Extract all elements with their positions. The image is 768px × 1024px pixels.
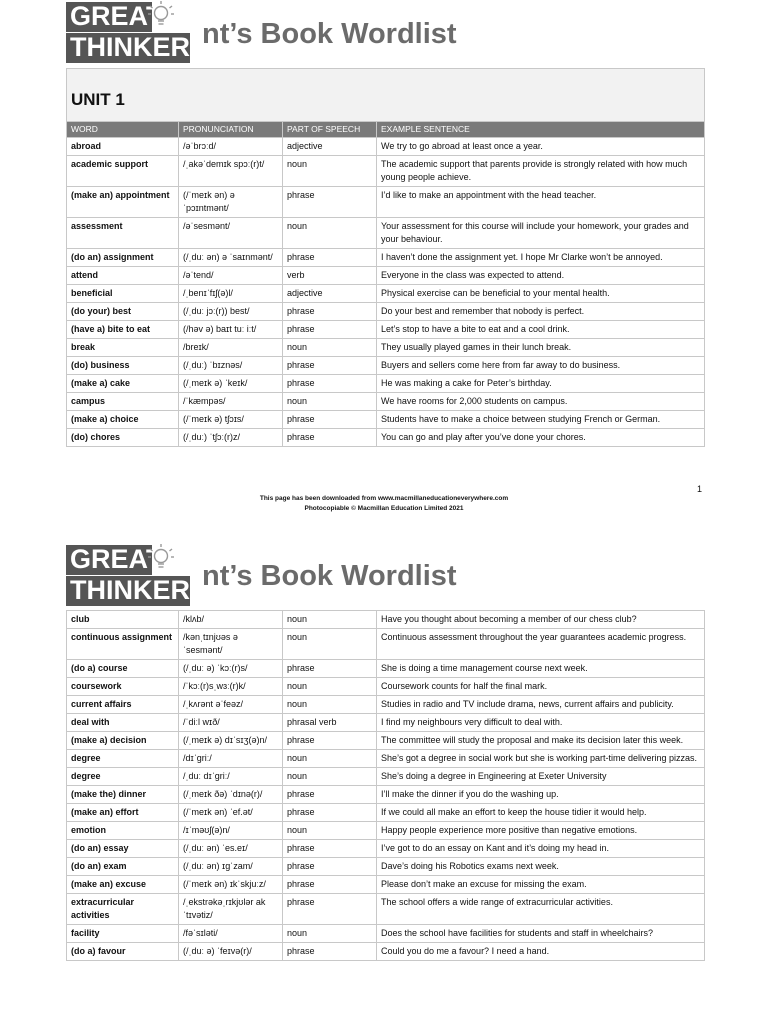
example-sentence-cell: She is doing a time management course next week. <box>377 660 705 678</box>
word-cell: (make a) choice <box>67 411 179 429</box>
example-sentence-cell: They usually played games in their lunch break. <box>377 339 705 357</box>
pronunciation-cell: /əˈtend/ <box>179 267 283 285</box>
word-cell: (make a) cake <box>67 375 179 393</box>
part-of-speech-cell: phrase <box>283 249 377 267</box>
part-of-speech-cell: phrase <box>283 840 377 858</box>
word-cell: beneficial <box>67 285 179 303</box>
pronunciation-cell: /ɪˈməʊʃ(ə)n/ <box>179 822 283 840</box>
pronunciation-cell: (/ˌduː ə) ˈkɔː(r)s/ <box>179 660 283 678</box>
example-sentence-cell: I find my neighbours very difficult to deal with. <box>377 714 705 732</box>
table-row <box>67 943 705 961</box>
logo-thinkers: THINKERS <box>66 33 190 63</box>
word-cell: academic support <box>67 156 179 187</box>
lightbulb-icon <box>146 543 176 575</box>
part-of-speech-cell: noun <box>283 750 377 768</box>
part-of-speech-cell: adjective <box>283 138 377 156</box>
example-sentence-cell: I’ve got to do an essay on Kant and it’s doing my head in. <box>377 840 705 858</box>
word-cell: continuous assignment <box>67 629 179 660</box>
pronunciation-cell: /klʌb/ <box>179 611 283 629</box>
example-sentence-cell: Let’s stop to have a bite to eat and a cool drink. <box>377 321 705 339</box>
part-of-speech-cell: phrasal verb <box>283 714 377 732</box>
part-of-speech-cell: noun <box>283 629 377 660</box>
table-row <box>67 660 705 678</box>
example-sentence-cell: Everyone in the class was expected to attend. <box>377 267 705 285</box>
word-cell: break <box>67 339 179 357</box>
table-row <box>67 750 705 768</box>
example-sentence-cell: Have you thought about becoming a member of our chess club? <box>377 611 705 629</box>
pronunciation-cell: (/ˌduː jɔː(r)) best/ <box>179 303 283 321</box>
pronunciation-cell: /ˌduː dɪˈgriː/ <box>179 768 283 786</box>
part-of-speech-cell: noun <box>283 156 377 187</box>
table-row <box>67 138 705 156</box>
part-of-speech-cell: noun <box>283 218 377 249</box>
example-sentence-cell: Do your best and remember that nobody is perfect. <box>377 303 705 321</box>
part-of-speech-cell: phrase <box>283 303 377 321</box>
part-of-speech-cell: phrase <box>283 357 377 375</box>
table-row <box>67 429 705 447</box>
part-of-speech-cell: noun <box>283 339 377 357</box>
example-sentence-cell: Continuous assessment throughout the year guarantees academic progress. <box>377 629 705 660</box>
example-sentence-cell: Please don’t make an excuse for missing the exam. <box>377 876 705 894</box>
table-row <box>67 611 705 629</box>
word-cell: facility <box>67 925 179 943</box>
table-row <box>67 357 705 375</box>
pronunciation-cell: /ˌbenɪˈfɪʃ(ə)l/ <box>179 285 283 303</box>
word-cell: campus <box>67 393 179 411</box>
word-cell: (do) business <box>67 357 179 375</box>
wordlist-table-page-2 <box>66 610 705 961</box>
page-title-2: nt’s Book Wordlist <box>202 560 457 592</box>
col-header-part-of-speech: PART OF SPEECH <box>283 122 377 138</box>
pronunciation-cell: /ˌakəˈdemɪk spɔː(r)t/ <box>179 156 283 187</box>
page-2 <box>0 540 768 1024</box>
word-cell: extracurricular activities <box>67 894 179 925</box>
table-row <box>67 393 705 411</box>
table-row <box>67 858 705 876</box>
part-of-speech-cell: noun <box>283 768 377 786</box>
pronunciation-cell: (/ˈmeɪk ə) tʃɔɪs/ <box>179 411 283 429</box>
example-sentence-cell: Could you do me a favour? I need a hand. <box>377 943 705 961</box>
table-row <box>67 732 705 750</box>
example-sentence-cell: She’s doing a degree in Engineering at Exeter University <box>377 768 705 786</box>
example-sentence-cell: She’s got a degree in social work but she is working part-time delivering pizzas. <box>377 750 705 768</box>
word-cell: current affairs <box>67 696 179 714</box>
example-sentence-cell: Coursework counts for half the final mark. <box>377 678 705 696</box>
table-row <box>67 894 705 925</box>
example-sentence-cell: Buyers and sellers come here from far away to do business. <box>377 357 705 375</box>
word-cell: (make the) dinner <box>67 786 179 804</box>
table-row <box>67 925 705 943</box>
col-header-example-sentence: EXAMPLE SENTENCE <box>377 122 705 138</box>
part-of-speech-cell: noun <box>283 925 377 943</box>
table-row <box>67 249 705 267</box>
table-row <box>67 696 705 714</box>
pronunciation-cell: /ˈdiːl wɪð/ <box>179 714 283 732</box>
part-of-speech-cell: phrase <box>283 429 377 447</box>
table-row <box>67 267 705 285</box>
col-header-word: WORD <box>67 122 179 138</box>
table-row <box>67 840 705 858</box>
example-sentence-cell: He was making a cake for Peter’s birthday. <box>377 375 705 393</box>
logo-great-2: GREAT <box>66 545 152 575</box>
pronunciation-cell: /əˈbrɔːd/ <box>179 138 283 156</box>
unit-title-row <box>67 69 705 122</box>
pronunciation-cell: /ˌkʌrənt əˈfeəz/ <box>179 696 283 714</box>
part-of-speech-cell: phrase <box>283 786 377 804</box>
page-number: 1 <box>697 484 703 494</box>
word-cell: attend <box>67 267 179 285</box>
part-of-speech-cell: noun <box>283 678 377 696</box>
table-row <box>67 187 705 218</box>
word-cell: (make an) excuse <box>67 876 179 894</box>
part-of-speech-cell: phrase <box>283 943 377 961</box>
logo-thinkers-2: THINKERS <box>66 576 190 606</box>
unit-title: UNIT 1 <box>67 69 705 122</box>
example-sentence-cell: Students have to make a choice between studying French or German. <box>377 411 705 429</box>
part-of-speech-cell: phrase <box>283 858 377 876</box>
pronunciation-cell: /ˈkæmpəs/ <box>179 393 283 411</box>
part-of-speech-cell: noun <box>283 611 377 629</box>
word-cell: (make an) effort <box>67 804 179 822</box>
word-cell: coursework <box>67 678 179 696</box>
pronunciation-cell: /əˈsesmənt/ <box>179 218 283 249</box>
part-of-speech-cell: verb <box>283 267 377 285</box>
word-cell: (have a) bite to eat <box>67 321 179 339</box>
pronunciation-cell: (/ˌduː) ˈbɪznəs/ <box>179 357 283 375</box>
table-row <box>67 678 705 696</box>
word-cell: (make a) decision <box>67 732 179 750</box>
example-sentence-cell: I haven’t done the assignment yet. I hope Mr Clarke won’t be annoyed. <box>377 249 705 267</box>
example-sentence-cell: We try to go abroad at least once a year. <box>377 138 705 156</box>
table-row <box>67 156 705 187</box>
part-of-speech-cell: phrase <box>283 660 377 678</box>
pronunciation-cell: (/ˌmeɪk ə) dɪˈsɪʒ(ə)n/ <box>179 732 283 750</box>
footer-download-note: This page has been downloaded from www.macmillaneducationeverywhere.com <box>259 495 509 502</box>
table-row <box>67 303 705 321</box>
table-row <box>67 285 705 303</box>
word-cell: (do) chores <box>67 429 179 447</box>
great-thinkers-logo <box>66 1 209 63</box>
part-of-speech-cell: phrase <box>283 411 377 429</box>
part-of-speech-cell: phrase <box>283 876 377 894</box>
part-of-speech-cell: noun <box>283 696 377 714</box>
example-sentence-cell: Physical exercise can be beneficial to your mental health. <box>377 285 705 303</box>
pronunciation-cell: (/ˈmeɪk ən) ˈef.ət/ <box>179 804 283 822</box>
word-cell: degree <box>67 768 179 786</box>
part-of-speech-cell: adjective <box>283 285 377 303</box>
part-of-speech-cell: phrase <box>283 804 377 822</box>
table-row <box>67 786 705 804</box>
pronunciation-cell: /fəˈsɪləti/ <box>179 925 283 943</box>
table-row <box>67 822 705 840</box>
table-row <box>67 339 705 357</box>
example-sentence-cell: You can go and play after you’ve done your chores. <box>377 429 705 447</box>
pronunciation-cell: (/həv ə) baɪt tuː iːt/ <box>179 321 283 339</box>
part-of-speech-cell: noun <box>283 822 377 840</box>
table-row <box>67 375 705 393</box>
pronunciation-cell: (/ˌmeɪk ə) ˈkeɪk/ <box>179 375 283 393</box>
word-cell: degree <box>67 750 179 768</box>
logo-great: GREAT <box>66 2 152 32</box>
example-sentence-cell: I’d like to make an appointment with the head teacher. <box>377 187 705 218</box>
word-cell: (do a) favour <box>67 943 179 961</box>
word-cell: deal with <box>67 714 179 732</box>
col-header-pronunciation: PRONUNCIATION <box>179 122 283 138</box>
page-footer <box>0 494 768 514</box>
pronunciation-cell: (/ˈmeɪk ən) ə ˈpɔɪntmənt/ <box>179 187 283 218</box>
great-thinkers-logo-2 <box>66 544 209 606</box>
example-sentence-cell: The committee will study the proposal and make its decision later this week. <box>377 732 705 750</box>
pronunciation-cell: /ˈkɔː(r)sˌwɜː(r)k/ <box>179 678 283 696</box>
pronunciation-cell: (/ˌduː) ˈtʃɔː(r)z/ <box>179 429 283 447</box>
pronunciation-cell: /dɪˈgriː/ <box>179 750 283 768</box>
wordlist-table-page-1 <box>66 68 705 447</box>
table-row <box>67 321 705 339</box>
word-cell: assessment <box>67 218 179 249</box>
word-cell: (do an) exam <box>67 858 179 876</box>
pronunciation-cell: (/ˌduː ən) ə ˈsaɪnmənt/ <box>179 249 283 267</box>
pronunciation-cell: (/ˌduː ən) ɪgˈzam/ <box>179 858 283 876</box>
word-cell: (do an) essay <box>67 840 179 858</box>
example-sentence-cell: We have rooms for 2,000 students on campus. <box>377 393 705 411</box>
example-sentence-cell: Studies in radio and TV include drama, news, current affairs and publicity. <box>377 696 705 714</box>
example-sentence-cell: The academic support that parents provide is strongly related with how much young people achieve. <box>377 156 705 187</box>
word-cell: (do an) assignment <box>67 249 179 267</box>
word-cell: club <box>67 611 179 629</box>
example-sentence-cell: I’ll make the dinner if you do the washing up. <box>377 786 705 804</box>
part-of-speech-cell: phrase <box>283 732 377 750</box>
pronunciation-cell: /breɪk/ <box>179 339 283 357</box>
example-sentence-cell: Happy people experience more positive than negative emotions. <box>377 822 705 840</box>
column-header-row <box>67 122 705 138</box>
example-sentence-cell: Your assessment for this course will include your homework, your grades and your behaviour. <box>377 218 705 249</box>
word-cell: emotion <box>67 822 179 840</box>
table-row <box>67 804 705 822</box>
example-sentence-cell: Does the school have facilities for students and staff in wheelchairs? <box>377 925 705 943</box>
table-row <box>67 218 705 249</box>
part-of-speech-cell: phrase <box>283 894 377 925</box>
table-row <box>67 411 705 429</box>
page-title: nt’s Book Wordlist <box>202 18 457 50</box>
part-of-speech-cell: phrase <box>283 321 377 339</box>
pronunciation-cell: (/ˌmeɪk ðə) ˈdɪnə(r)/ <box>179 786 283 804</box>
part-of-speech-cell: noun <box>283 393 377 411</box>
pronunciation-cell: (/ˌduː ə) ˈfeɪvə(r)/ <box>179 943 283 961</box>
example-sentence-cell: If we could all make an effort to keep the house tidier it would help. <box>377 804 705 822</box>
word-cell: (do your) best <box>67 303 179 321</box>
part-of-speech-cell: phrase <box>283 375 377 393</box>
word-cell: abroad <box>67 138 179 156</box>
example-sentence-cell: The school offers a wide range of extracurricular activities. <box>377 894 705 925</box>
example-sentence-cell: Dave’s doing his Robotics exams next week. <box>377 858 705 876</box>
table-row <box>67 876 705 894</box>
pronunciation-cell: (/ˌduː ən) ˈes.eɪ/ <box>179 840 283 858</box>
footer-copyright: Photocopiable © Macmillan Education Limited 2021 <box>304 505 464 512</box>
part-of-speech-cell: phrase <box>283 187 377 218</box>
word-cell: (do a) course <box>67 660 179 678</box>
word-cell: (make an) appointment <box>67 187 179 218</box>
table-row <box>67 768 705 786</box>
pronunciation-cell: /kənˌtɪnjʊəs ə ˈsesmənt/ <box>179 629 283 660</box>
table-row <box>67 714 705 732</box>
table-row <box>67 629 705 660</box>
lightbulb-icon <box>146 0 176 32</box>
pronunciation-cell: /ˌekstrəkəˌrɪkjʊlər ak ˈtɪvətiz/ <box>179 894 283 925</box>
pronunciation-cell: (/ˈmeɪk ən) ɪkˈskjuːz/ <box>179 876 283 894</box>
